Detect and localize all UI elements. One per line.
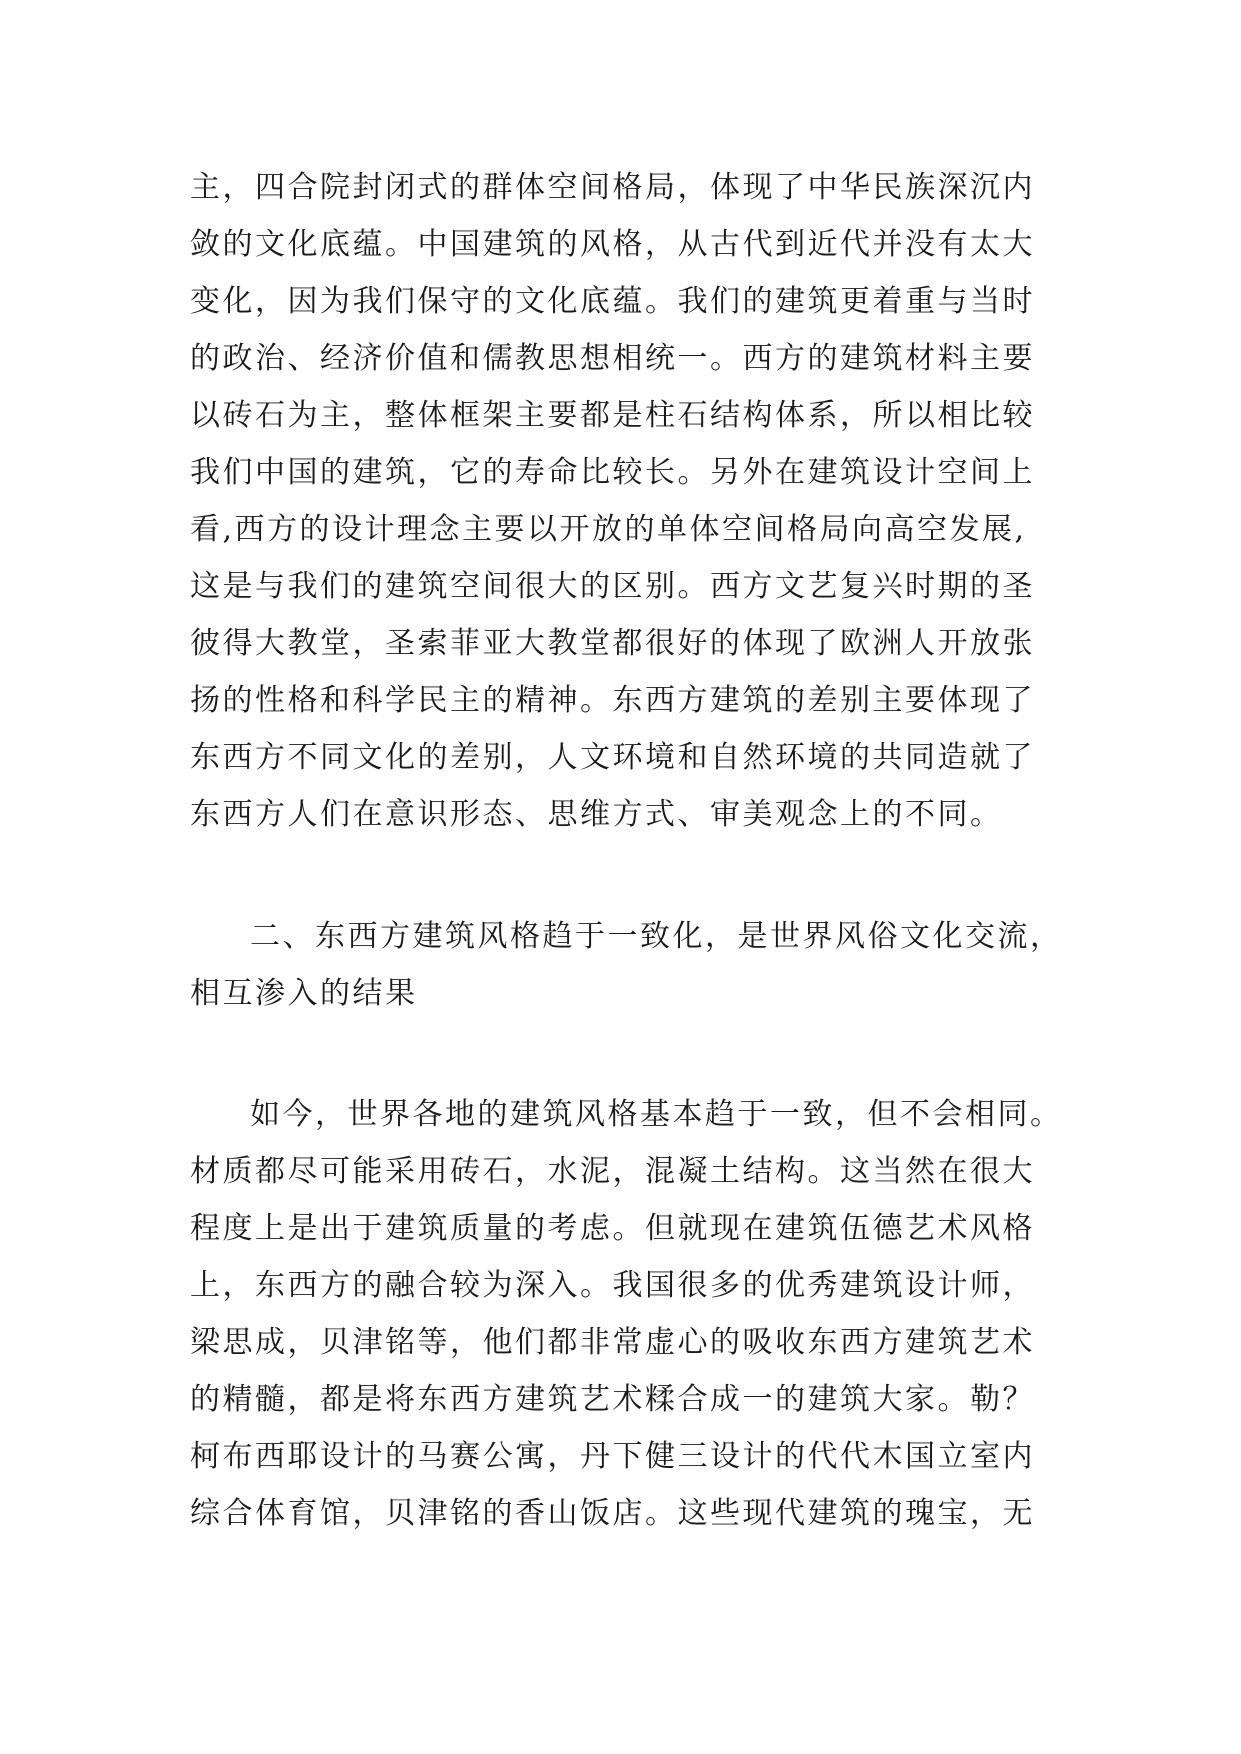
paragraph-3-line-6: 的精髓，都是将东西方建筑艺术糅合成一的建筑大家。勒？ xyxy=(190,1382,1035,1417)
section-heading-line-1: 二、东西方建筑风格趋于一致化，是世界风俗文化交流， xyxy=(250,919,1063,954)
paragraph-1-line-7: 看,西方的设计理念主要以开放的单体空间格局向高空发展, xyxy=(190,512,1027,547)
paragraph-3-line-1: 如今，世界各地的建筑风格基本趋于一致，但不会相同。 xyxy=(250,1097,1063,1132)
paragraph-1-line-4: 的政治、经济价值和儒教思想相统一。西方的建筑材料主要 xyxy=(190,341,1035,376)
paragraph-3-line-3: 程度上是出于建筑质量的考虑。但就现在建筑伍德艺术风格 xyxy=(190,1211,1035,1246)
paragraph-1-line-9: 彼得大教堂，圣索菲亚大教堂都很好的体现了欧洲人开放张 xyxy=(190,626,1035,661)
paragraph-3-line-5: 梁思成，贝津铭等，他们都非常虚心的吸收东西方建筑艺术 xyxy=(190,1325,1035,1360)
section-heading-line-2: 相互渗入的结果 xyxy=(190,976,418,1011)
paragraph-1-line-2: 敛的文化底蕴。中国建筑的风格，从古代到近代并没有太大 xyxy=(190,227,1035,262)
paragraph-1-line-5: 以砖石为主，整体框架主要都是柱石结构体系，所以相比较 xyxy=(190,398,1035,433)
paragraph-1-line-3: 变化，因为我们保守的文化底蕴。我们的建筑更着重与当时 xyxy=(190,284,1035,319)
paragraph-1-line-10: 扬的性格和科学民主的精神。东西方建筑的差别主要体现了 xyxy=(190,683,1035,718)
paragraph-1-line-11: 东西方不同文化的差别，人文环境和自然环境的共同造就了 xyxy=(190,740,1035,775)
paragraph-3-line-7: 柯布西耶设计的马赛公寓，丹下健三设计的代代木国立室内 xyxy=(190,1439,1035,1474)
paragraph-1-line-12: 东西方人们在意识形态、思维方式、审美观念上的不同。 xyxy=(190,797,1003,832)
paragraph-3-line-8: 综合体育馆，贝津铭的香山饭店。这些现代建筑的瑰宝，无 xyxy=(190,1496,1035,1531)
paragraph-1-line-6: 我们中国的建筑，它的寿命比较长。另外在建筑设计空间上 xyxy=(190,455,1035,490)
paragraph-1-line-1: 主，四合院封闭式的群体空间格局，体现了中华民族深沉内 xyxy=(190,170,1035,205)
paragraph-3-line-4: 上，东西方的融合较为深入。我国很多的优秀建筑设计师， xyxy=(190,1268,1035,1303)
paragraph-1-line-8: 这是与我们的建筑空间很大的区别。西方文艺复兴时期的圣 xyxy=(190,569,1035,604)
paragraph-3-line-2: 材质都尽可能采用砖石，水泥，混凝土结构。这当然在很大 xyxy=(190,1154,1035,1189)
